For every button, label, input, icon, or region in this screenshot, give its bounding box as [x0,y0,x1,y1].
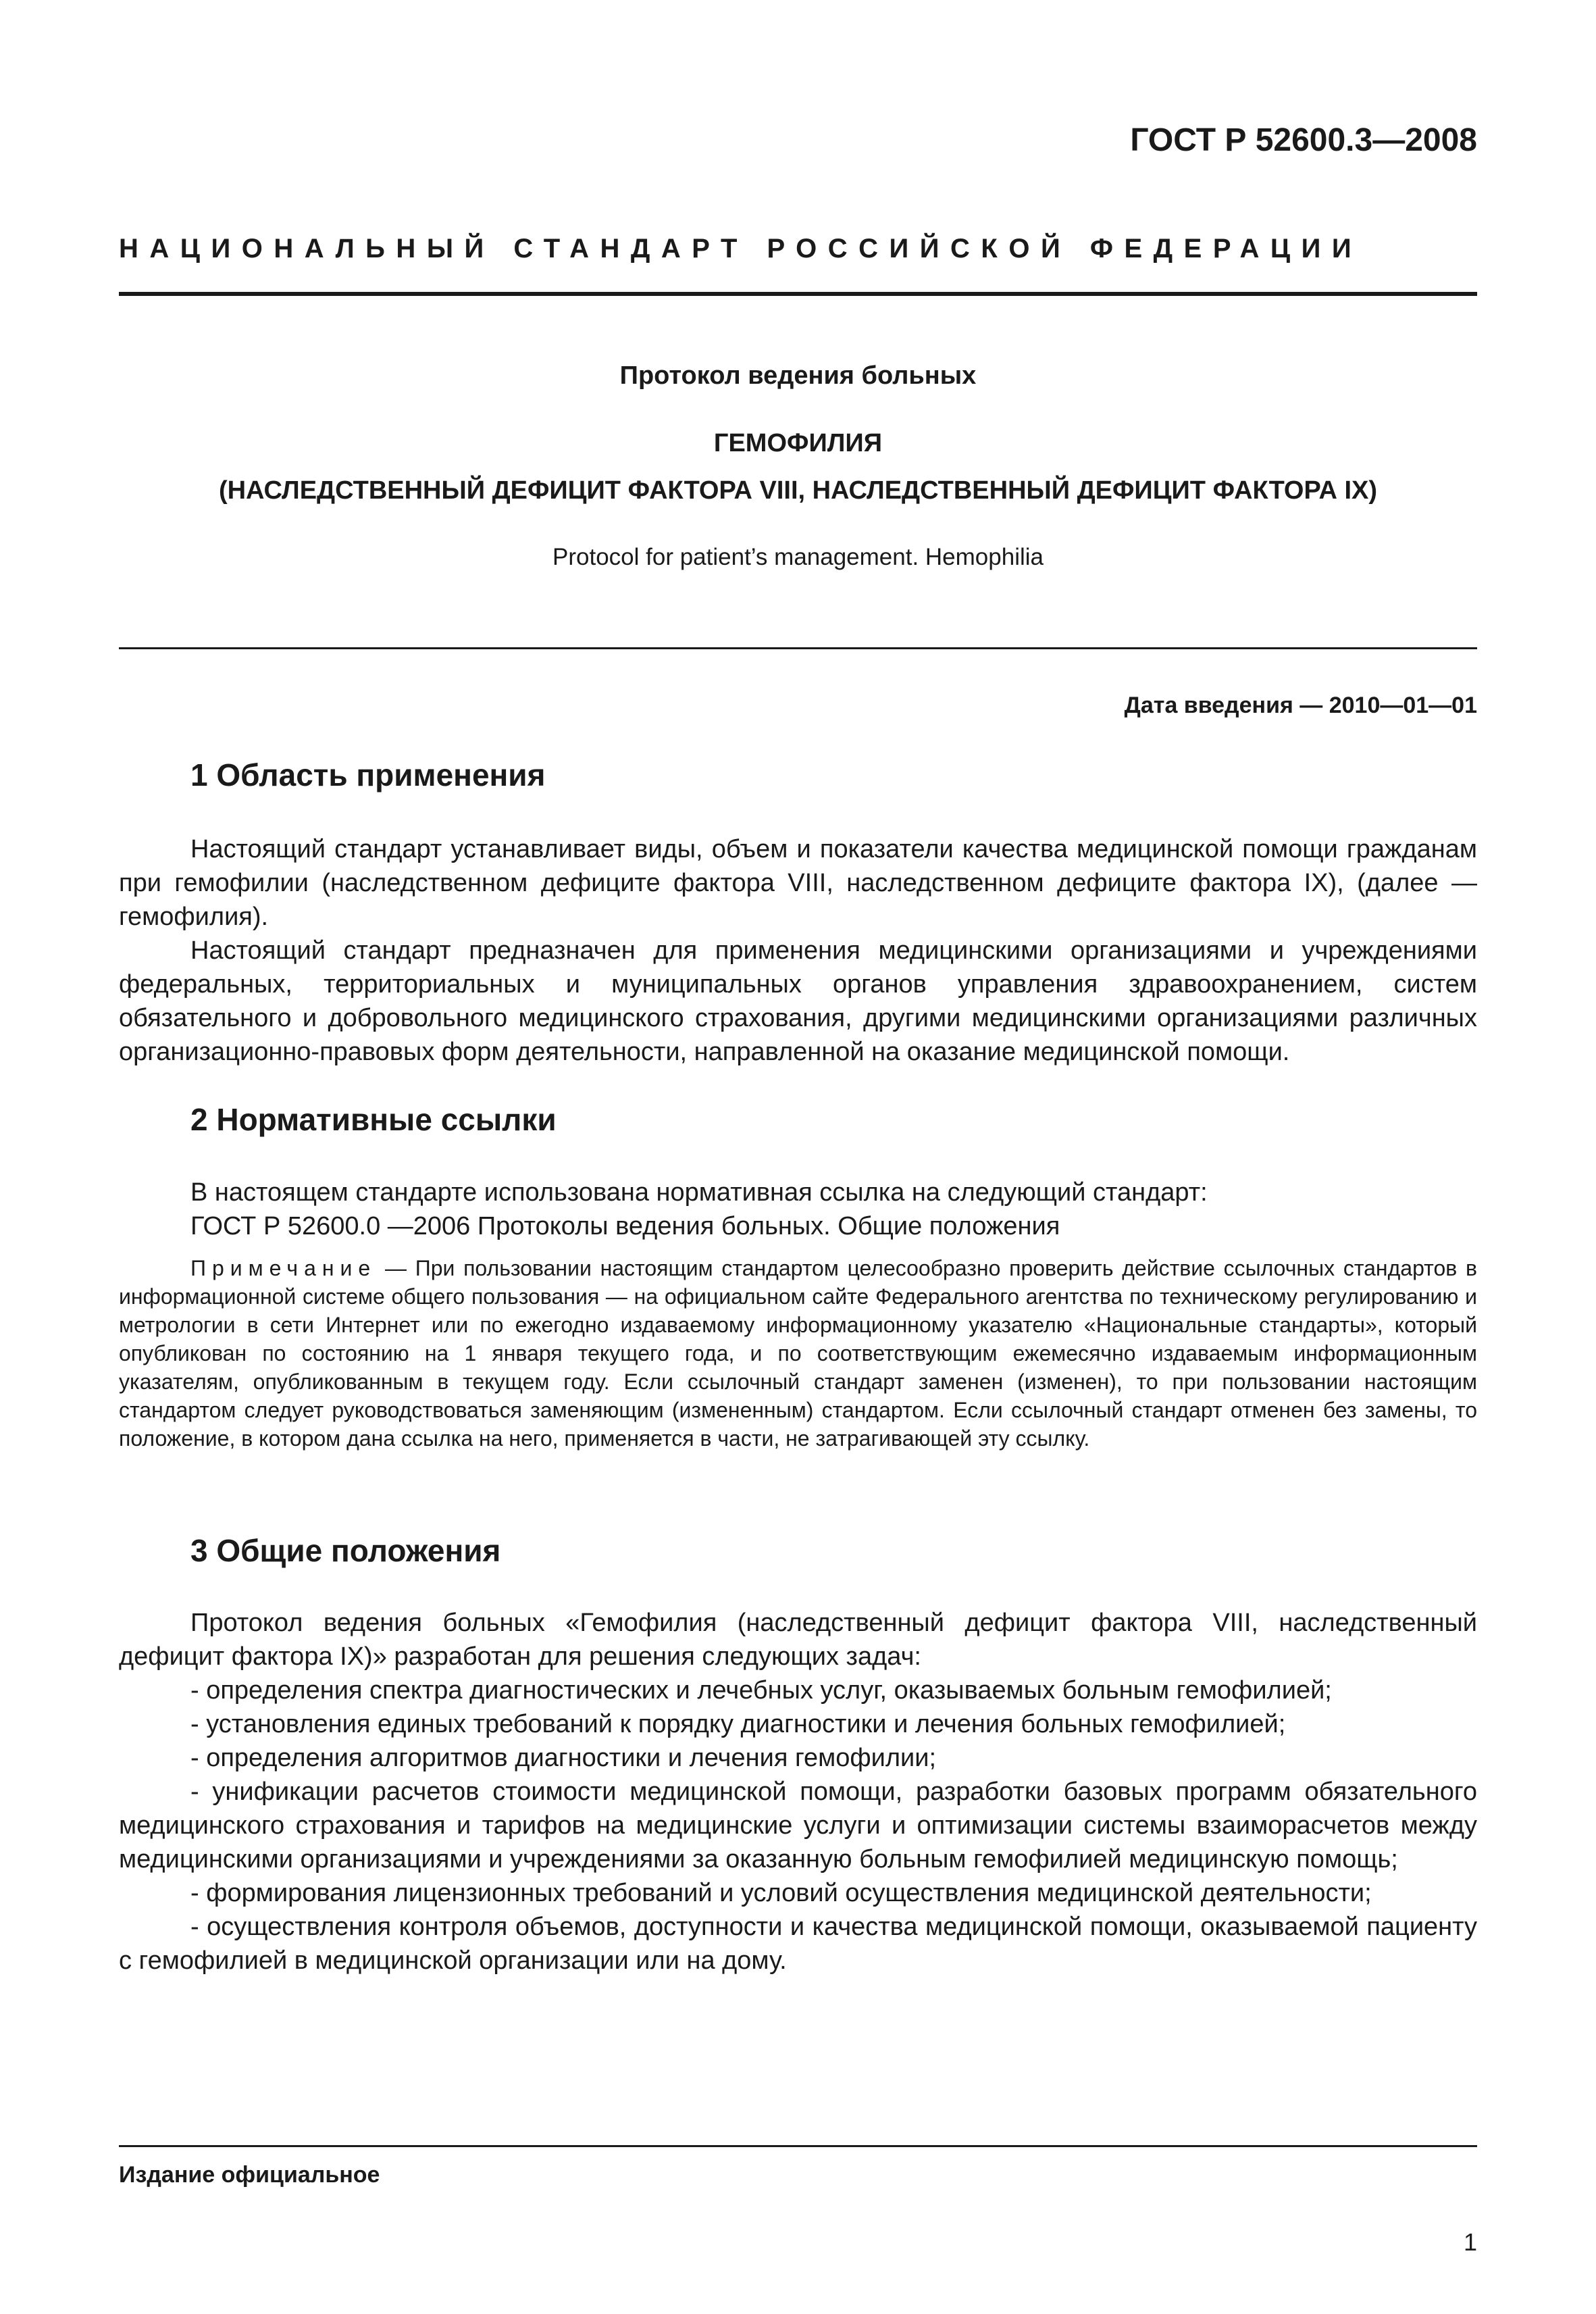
task-list-item: - определения спектра диагностических и лечебных услуг, оказываемых больным гемофилией; [190,1676,1332,1705]
section1-paragraph: Настоящий стандарт предназначен для применения медицинскими организациями и учреждениями федеральных, территориальных и муниципальных органов управления здравоохранением, систем обязательного и добровольного медицинского страхования, другими медицинскими организациями различных организационно-правовых форм деятельности, направленной на оказание медицинской помощи. [119,936,1477,1066]
task-list-item: - формирования лицензионных требований и условий осуществления медицинской деятельности; [190,1879,1372,1907]
doc-title-english: Protocol for patient’s management. Hemophilia [552,544,1044,570]
introduction-date: Дата введения — 2010—01—01 [1124,693,1477,718]
section2-body [119,1176,1477,1243]
section3-heading: 3 Общие положения [190,1533,501,1568]
section3-body [119,1606,1477,1978]
title-rule [119,647,1477,649]
note-text: — При пользовании настоящим стандартом целесообразно проверить действие ссылочных стандартов в информационной системе общего пользования — на официальном сайте Федерального агентства по техническому регулированию и метрологии в сети Интернет или по ежегодно издаваемому информационному указателю «Национальные стандарты», который опубликован по состоянию на 1 января текущего года, и по соответствующим ежемесячно издаваемым информационным указателям, опубликованным в текущем году. Если ссылочный стандарт заменен (изменен), то при пользовании настоящим стандартом следует руководствоваться заменяющим (измененным) стандартом. Если ссылочный стандарт отменен без замены, то положение, в котором дана ссылка на него, применяется в части, не затрагивающей эту ссылку. [119,1256,1477,1451]
footer-rule [119,2145,1477,2147]
note-label: Примечание [190,1256,377,1280]
section2-paragraph: В настоящем стандарте использована нормативная ссылка на следующий стандарт: [190,1178,1208,1207]
task-list-item: - определения алгоритмов диагностики и лечения гемофилии; [190,1744,937,1772]
section1-paragraph: Настоящий стандарт устанавливает виды, объем и показатели качества медицинской помощи гражданам при гемофилии (наследственном дефиците фактора VIII, наследственном дефиците фактора IX), (далее — гемофилия). [119,835,1477,931]
standard-code: ГОСТ Р 52600.3—2008 [1130,122,1477,158]
standard-banner: НАЦИОНАЛЬНЫЙ СТАНДАРТ РОССИЙСКОЙ ФЕДЕРАЦИИ [119,234,1363,263]
section1-body [119,832,1477,1069]
note-paragraph [119,1254,1477,1453]
header-rule [119,292,1477,296]
official-edition-label: Издание официальное [119,2162,380,2188]
section1-heading: 1 Область применения [190,757,546,793]
doc-title-line2: ГЕМОФИЛИЯ [713,429,883,457]
doc-title-line3: (НАСЛЕДСТВЕННЫЙ ДЕФИЦИТ ФАКТОРА VIII, НАСЛЕДСТВЕННЫЙ ДЕФИЦИТ ФАКТОРА IX) [218,476,1378,505]
note-block [119,1254,1477,1453]
task-list-item: - осуществления контроля объемов, доступности и качества медицинской помощи, оказываемой пациенту с гемофилией в медицинской организации или на дому. [119,1913,1477,1975]
page-number: 1 [1463,2228,1477,2256]
doc-title-line1: Протокол ведения больных [619,361,977,390]
task-list-item: - унификации расчетов стоимости медицинской помощи, разработки базовых программ обязательного медицинского страхования и тарифов на медицинские услуги и оптимизации системы взаиморасчетов между медицинскими организациями и учреждениями за оказанную больным гемофилией медицинскую помощь; [119,1778,1477,1873]
section3-intro: Протокол ведения больных «Гемофилия (наследственный дефицит фактора VIII, наследственный дефицит фактора IX)» разработан для решения следующих задач: [119,1609,1477,1671]
section2-reference: ГОСТ Р 52600.0 —2006 Протоколы ведения больных. Общие положения [190,1212,1060,1240]
task-list-item: - установления единых требований к порядку диагностики и лечения больных гемофилией; [190,1710,1286,1738]
section2-heading: 2 Нормативные ссылки [190,1102,557,1137]
